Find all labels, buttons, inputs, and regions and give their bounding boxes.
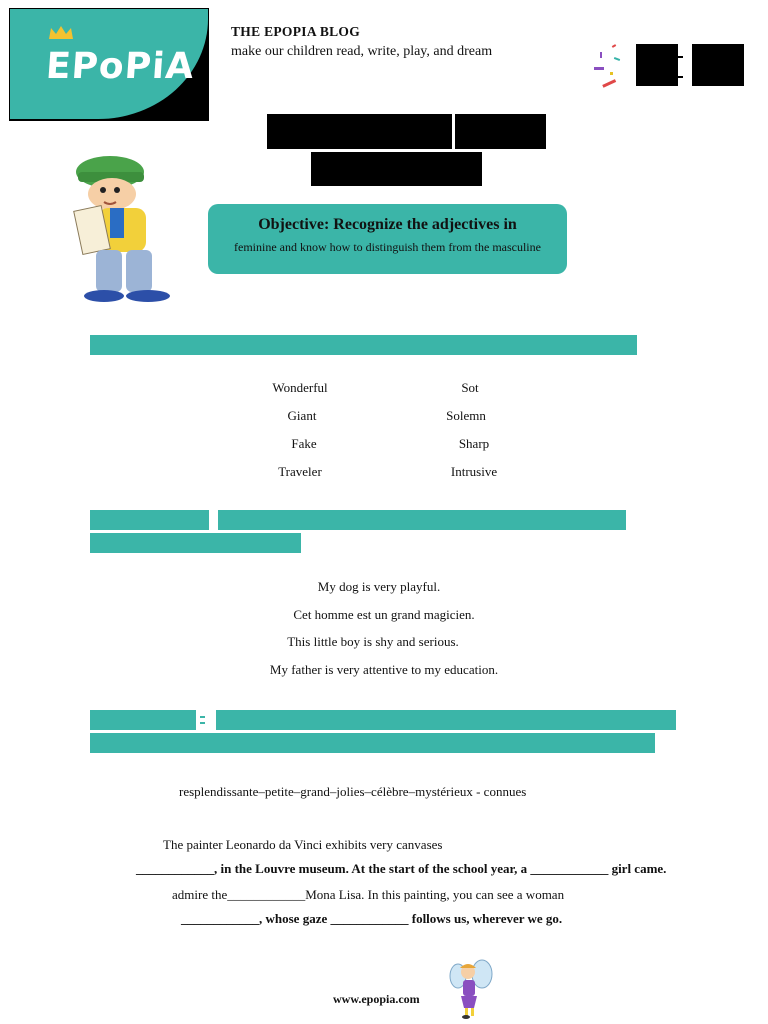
- confetti-icon: [592, 42, 632, 94]
- word-left: Wonderful: [272, 380, 328, 395]
- objective-title: Objective: Recognize the adjectives in: [258, 216, 517, 233]
- word-bank: resplendissante–petite–grand–jolies–célèbre–mystérieux - connues: [179, 784, 527, 799]
- instruction-bar: [90, 733, 655, 753]
- word-right: Solemn: [446, 408, 486, 423]
- word-left: Traveler: [278, 464, 322, 479]
- word-right: Sot: [461, 380, 479, 395]
- redacted-title-block: [267, 114, 452, 149]
- word-left: Giant: [287, 408, 317, 423]
- objective-subtitle: feminine and know how to distinguish them from the masculine: [234, 240, 541, 254]
- redacted-block: [692, 44, 744, 86]
- logo-text: EPoPiA: [44, 46, 196, 87]
- instruction-bar: [90, 710, 196, 730]
- word-right: Sharp: [458, 436, 490, 451]
- instruction-bar: [200, 722, 205, 724]
- blog-tagline: make our children read, write, play, and dream: [231, 44, 493, 59]
- instruction-bar: [218, 510, 626, 530]
- redacted-title-block: [455, 114, 546, 149]
- redacted-block: [636, 44, 678, 86]
- footer-website[interactable]: www.epopia.com: [333, 992, 420, 1006]
- sentence: This little boy is shy and serious.: [287, 634, 459, 649]
- objective-box: [208, 204, 567, 274]
- instruction-bar: [200, 716, 205, 718]
- instruction-bar: [216, 710, 676, 730]
- boy-illustration: [70, 150, 180, 310]
- fairy-illustration: [446, 958, 494, 1020]
- redacted-title-block: [311, 152, 482, 186]
- paragraph-line: ____________, whose gaze ____________ follows us, wherever we go.: [181, 911, 563, 926]
- instruction-bar: [90, 335, 637, 355]
- word-right: Intrusive: [450, 464, 498, 479]
- instruction-bar: [90, 510, 209, 530]
- paragraph-line: admire the____________Mona Lisa. In this painting, you can see a woman: [172, 887, 565, 902]
- sentence: Cet homme est un grand magicien.: [293, 607, 475, 622]
- sentence: My father is very attentive to my education.: [269, 662, 499, 677]
- instruction-bar: [90, 533, 301, 553]
- blog-title: THE EPOPIA BLOG: [231, 24, 361, 39]
- redacted-block: [678, 56, 683, 58]
- word-left: Fake: [291, 436, 317, 451]
- paragraph-line: The painter Leonardo da Vinci exhibits very canvases: [163, 837, 443, 852]
- crown-icon: [48, 25, 74, 41]
- redacted-block: [678, 76, 683, 78]
- paragraph-line: ____________, in the Louvre museum. At the start of the school year, a ____________ girl came.: [136, 861, 667, 876]
- sentence: My dog is very playful.: [317, 579, 441, 594]
